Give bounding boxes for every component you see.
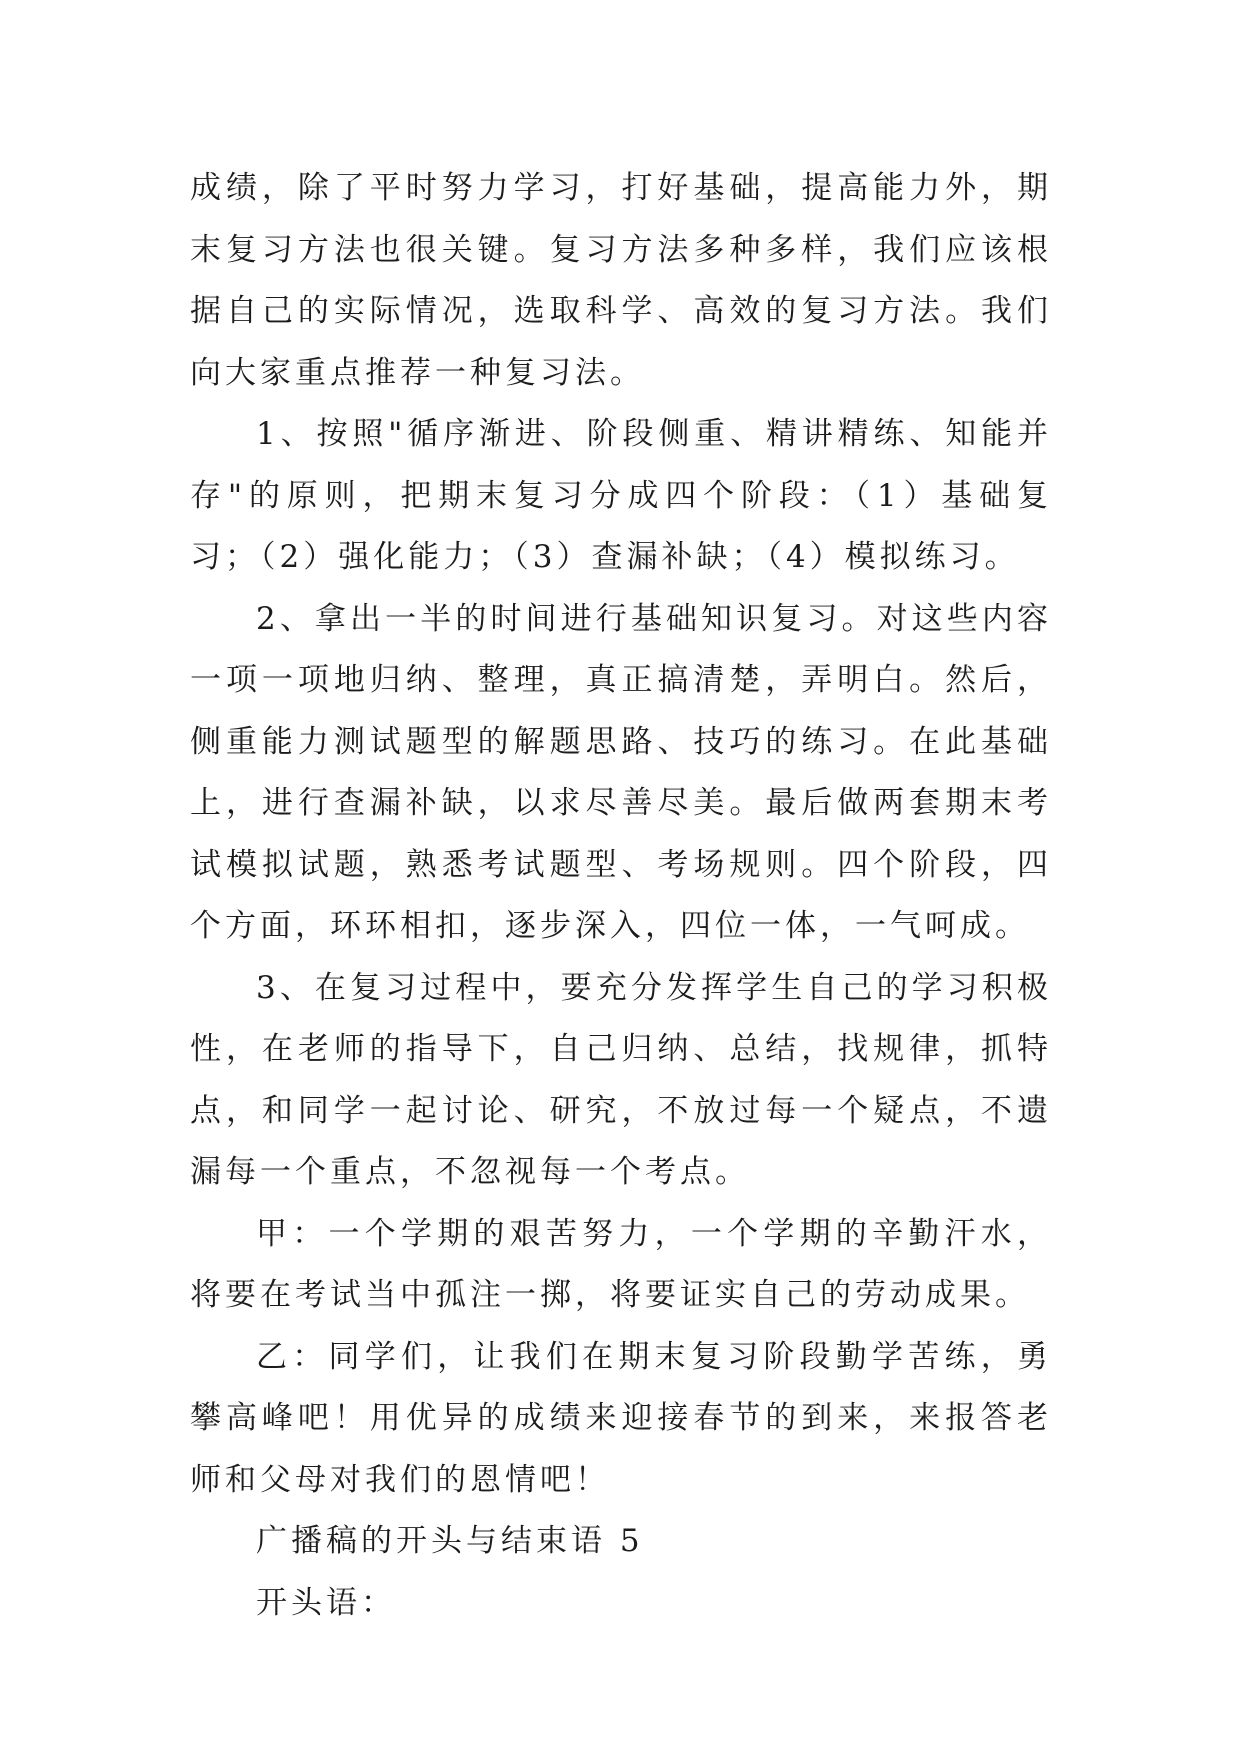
- subsection-label: 开头语：: [256, 1584, 396, 1621]
- section-heading: 广播稿的开头与结束语 5: [256, 1523, 644, 1559]
- paragraph-speaker-jia: 甲：一个学期的艰苦努力，一个学期的辛勤汗水，将要在考试当中孤注一掷，将要证实自己的劳动成果。: [190, 1215, 1052, 1313]
- paragraph-exam-methods-intro: 成绩，除了平时努力学习，打好基础，提高能力外，期末复习方法也很关键。复习方法多种多样，我们应该根据自己的实际情况，选取科学、高效的复习方法。我们向大家重点推荐一种复习法。: [190, 170, 1052, 391]
- paragraph-point-3: 3、在复习过程中，要充分发挥学生自己的学习积极性，在老师的指导下，自己归纳、总结，找规律，抓特点，和同学一起讨论、研究，不放过每一个疑点，不遗漏每一个重点，不忽视每一个考点。: [190, 969, 1052, 1190]
- paragraph-point-1: 1、按照"循序渐进、阶段侧重、精讲精练、知能并存"的原则，把期末复习分成四个阶段：（1）基础复习；（2）强化能力；（3）查漏补缺；（4）模拟练习。: [190, 416, 1052, 575]
- paragraph-speaker-yi: 乙：同学们，让我们在期末复习阶段勤学苦练，勇攀高峰吧！用优异的成绩来迎接春节的到来，来报答老师和父母对我们的恩情吧！: [190, 1338, 1052, 1498]
- document-body: [190, 158, 1052, 1634]
- paragraph-point-2: 2、拿出一半的时间进行基础知识复习。对这些内容一项一项地归纳、整理，真正搞清楚，弄明白。然后，侧重能力测试题型的解题思路、技巧的练习。在此基础上，进行查漏补缺，以求尽善尽美。最后做两套期末考试模拟试题，熟悉考试题型、考场规则。四个阶段，四个方面，环环相扣，逐步深入，四位一体，一气呵成。: [190, 600, 1052, 944]
